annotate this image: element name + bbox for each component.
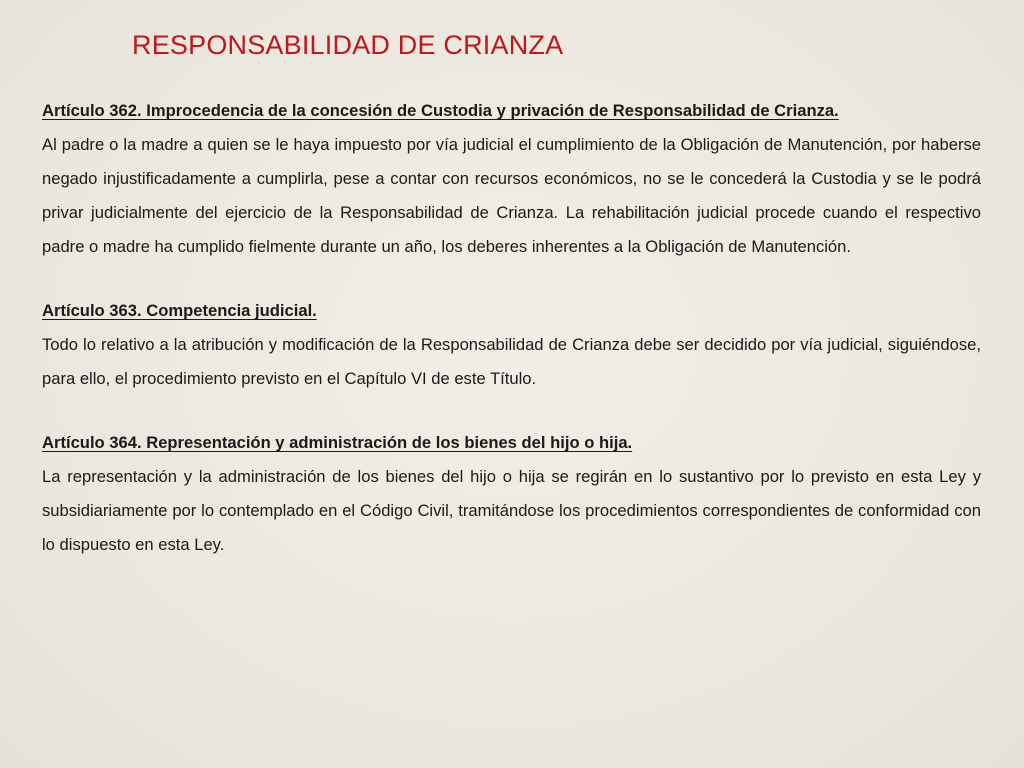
slide-content [42, 94, 981, 562]
article-364-body: La representación y la administración de los bienes del hijo o hija se regirán en lo sustantivo por lo previsto en esta Ley y subsidiariamente por lo contemplado en el Código Civil, tramitándose los procedimientos correspondientes de conformidad con lo dispuesto en esta Ley. [42, 467, 981, 554]
article-363-heading: Artículo 363. Competencia judicial. [42, 301, 317, 320]
article-362-body: Al padre o la madre a quien se le haya impuesto por vía judicial el cumplimiento de la Obligación de Manutención, por haberse negado injustificadamente a cumplirla, pese a contar con recursos económicos, no se le concederá la Custodia y se le podrá privar judicialmente del ejercicio de la Responsabilidad de Crianza. La rehabilitación judicial procede cuando el respectivo padre o madre ha cumplido fielmente durante un año, los deberes inherentes a la Obligación de Manutención. [42, 135, 981, 256]
slide-title: RESPONSABILIDAD DE CRIANZA [132, 30, 564, 60]
article-362-heading: Artículo 362. Improcedencia de la concesión de Custodia y privación de Responsabilidad de Crianza. [42, 101, 839, 120]
article-363-body: Todo lo relativo a la atribución y modificación de la Responsabilidad de Crianza debe ser decidido por vía judicial, siguiéndose, para ello, el procedimiento previsto en el Capítulo VI de este Título. [42, 335, 981, 388]
article-364-heading: Artículo 364. Representación y administración de los bienes del hijo o hija. [42, 433, 633, 452]
